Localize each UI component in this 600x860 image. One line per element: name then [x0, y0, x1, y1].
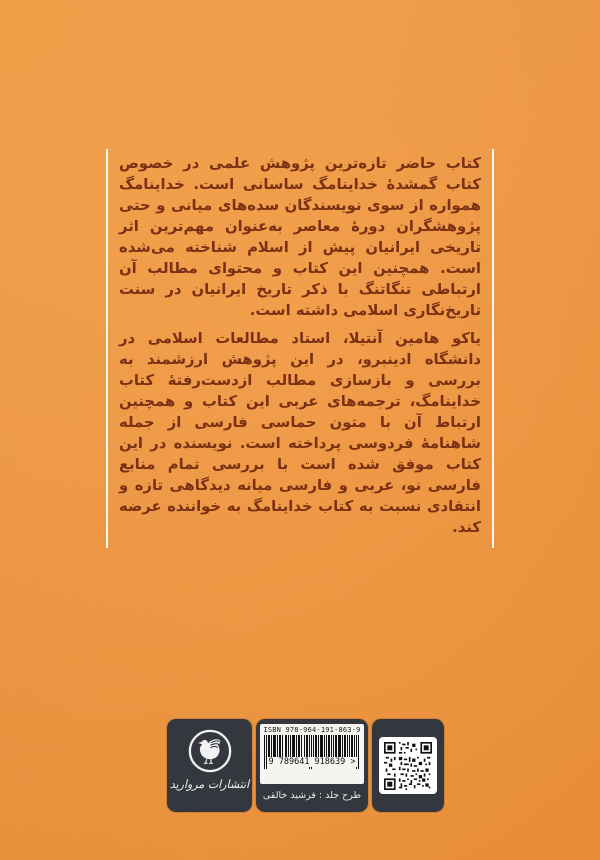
publisher-dove-icon — [187, 728, 233, 774]
publisher-logo-box — [167, 719, 252, 812]
barcode-panel — [260, 724, 364, 784]
synopsis-paragraph-2: یاکو هامین آنتیلا، استاد مطالعات اسلامی در دانشگاه ادینبرو، در این پژوهش ارزشمند به بررسی و بازسازی مطالب ازدست‌رفتهٔ کتاب خداینامگ، ترجمه‌های عربی این کتاب و همچنین ارتباط آن با متون حماسی فارسی از جمله شاهنامهٔ فردوسی پرداخته است. نویسنده در این کتاب موفق شده است با بررسی تمام منابع فارسی نو، عربی و فارسی میانه دیدگاهی تازه و انتقادی نسبت به کتاب خداینامگ به خواننده عرضه کند. — [119, 330, 481, 536]
publisher-name: انتشارات مروارید — [169, 777, 250, 792]
synopsis-paragraph-1: کتاب حاضر تازه‌ترین پژوهش علمی در خصوص کتاب گمشدهٔ خداینامگ ساسانی است. خداینامگ همواره از سوی نویسندگان سده‌های میانی و حتی پژوهشگران دورهٔ معاصر به‌عنوان مهم‌ترین اثر تاریخی ایرانیان پیش از اسلام شناخته می‌شده است. همچنین این کتاب و محتوای مطالب آن ارتباطی تنگاتنگ با ذکر تاریخ ایرانیان در سنت تاریخ‌نگاری اسلامی داشته است. — [119, 155, 481, 319]
cover-design-credit: طرح جلد : فرشید خالقی — [262, 790, 362, 801]
isbn-barcode-box — [256, 719, 368, 812]
footer-row — [167, 719, 444, 812]
isbn-label: ISBN 978-964-191-863-9 — [263, 726, 361, 734]
qr-code-box — [372, 719, 444, 812]
qr-code-icon — [379, 737, 437, 794]
synopsis-block — [106, 149, 494, 548]
barcode-number: 9 789641 918639 > — [268, 757, 356, 767]
